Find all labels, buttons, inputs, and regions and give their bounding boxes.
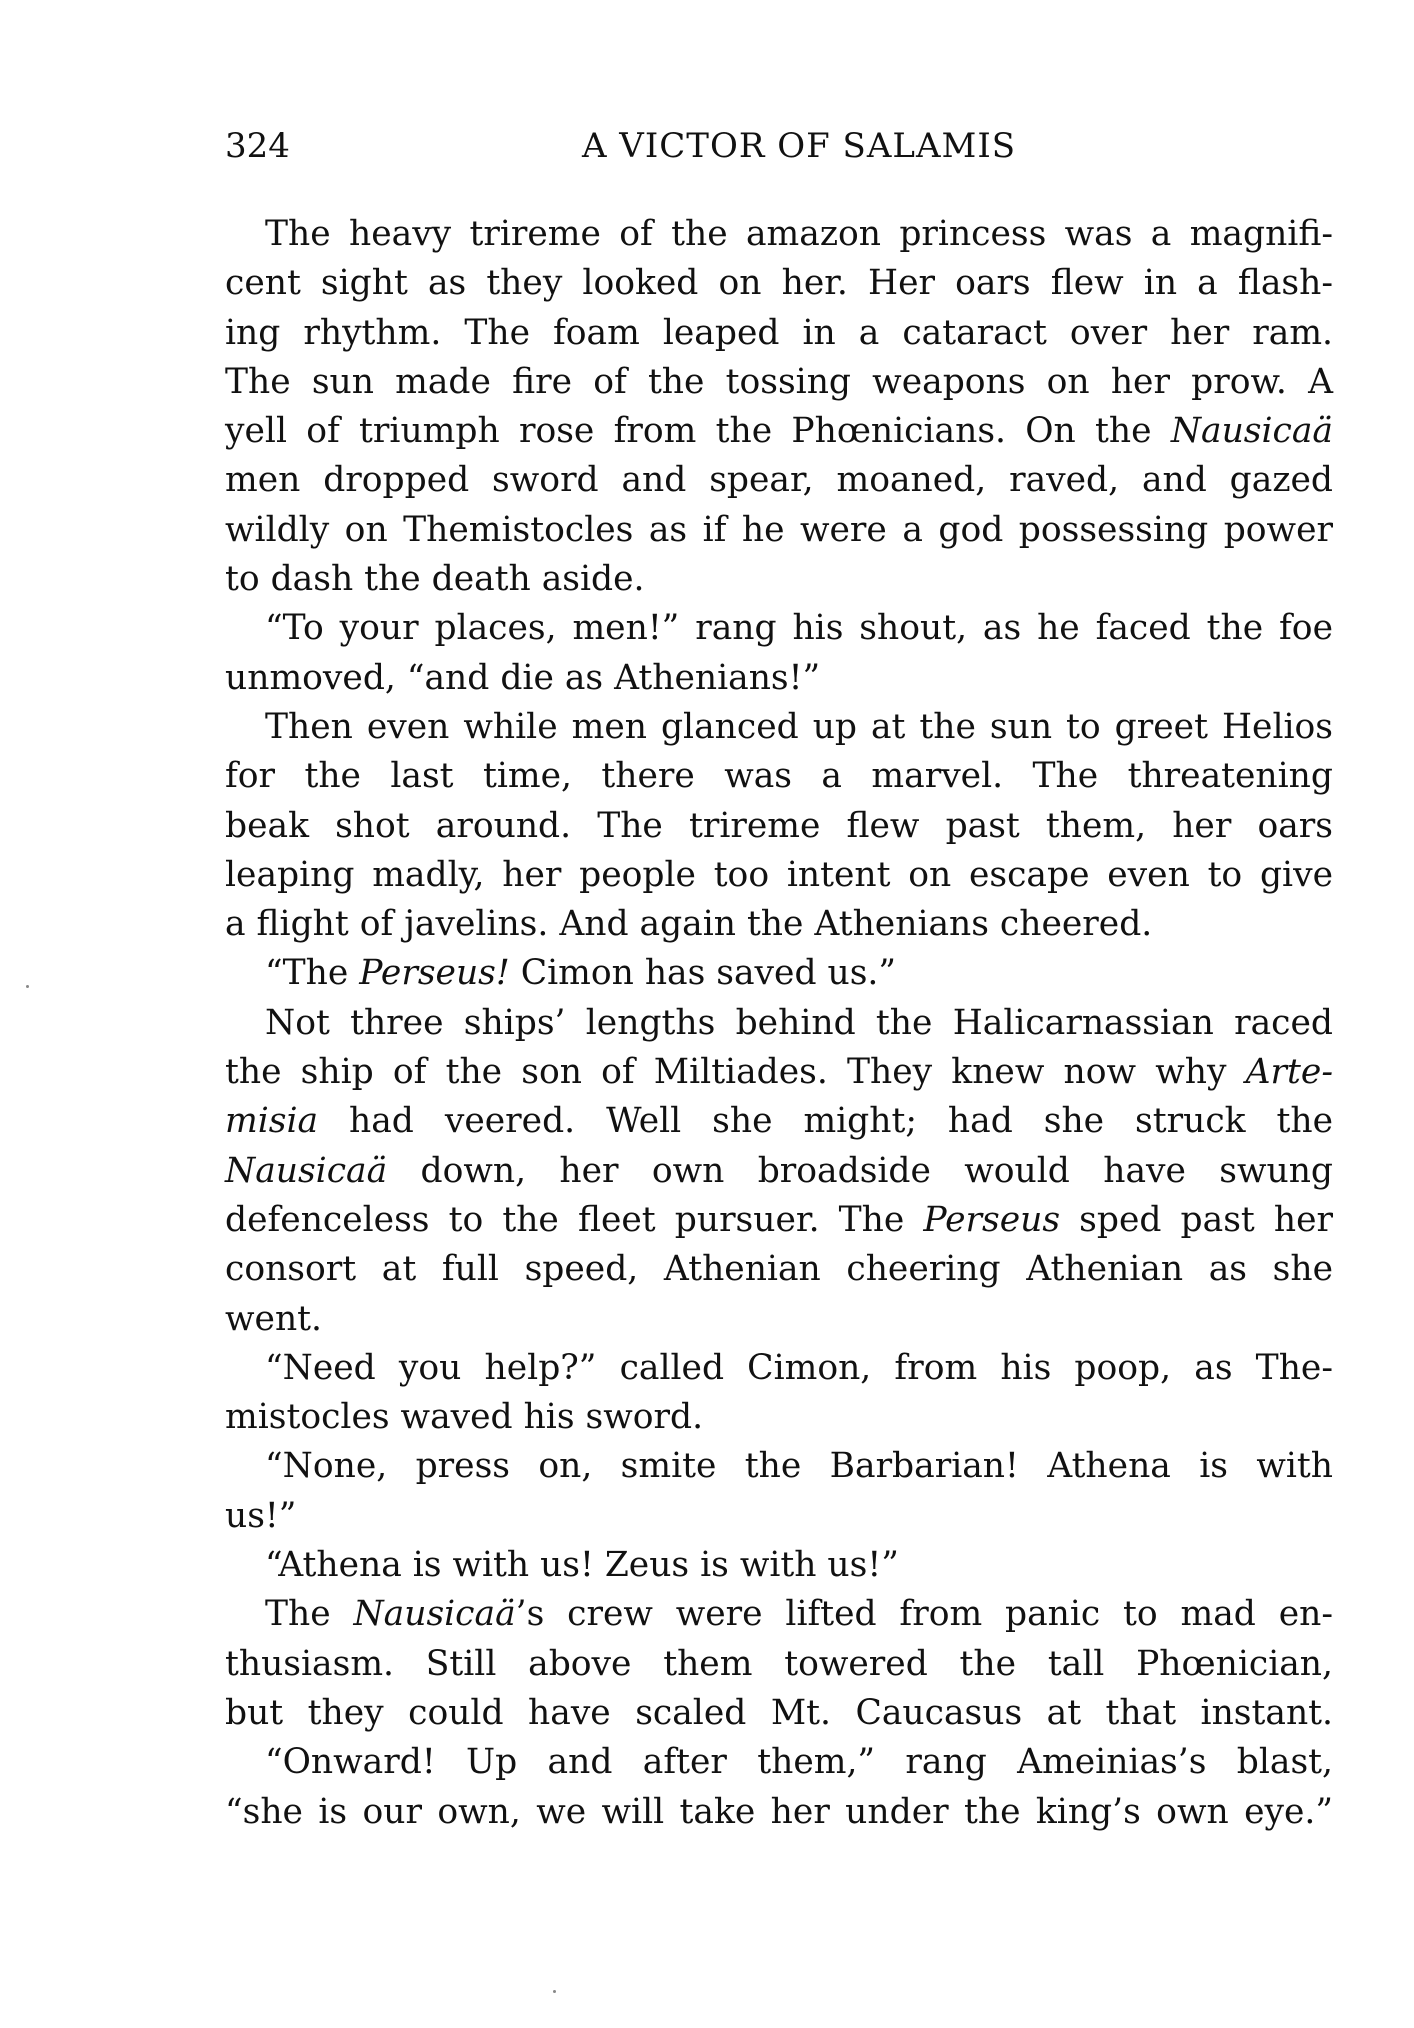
text-run: men dropped sword and spear, moaned, raved, and gazed (225, 460, 1333, 501)
page-number: 324 (225, 126, 290, 166)
text-run: thusiasm. Still above them towered the tall Phœnician, (225, 1643, 1333, 1684)
text-run: “Athena is with us! Zeus is with us!” (265, 1545, 899, 1586)
text-run: went. (225, 1298, 322, 1339)
text-line (225, 358, 1333, 407)
text-run: The sun made fire of the tossing weapons on her prow. A (225, 361, 1333, 402)
running-title: A VICTOR OF SALAMIS (581, 126, 1017, 166)
text-line (225, 1541, 1333, 1590)
text-line (225, 999, 1333, 1048)
text-line (225, 1344, 1333, 1393)
text-line (225, 309, 1333, 358)
text-line (225, 210, 1333, 259)
text-run: cent sight as they looked on her. Her oars flew in a flash- (225, 263, 1333, 304)
text-line (225, 506, 1333, 555)
text-line (225, 752, 1333, 801)
text-line (225, 1393, 1333, 1442)
text-run: unmoved, “and die as Athenians!” (225, 657, 821, 698)
page-header (225, 118, 1333, 174)
text-run: “To your places, men!” rang his shout, as he faced the foe (265, 608, 1333, 649)
text-line (225, 604, 1333, 653)
text-run: “Onward! Up and after them,” rang Ameinias’s blast, (265, 1742, 1333, 1783)
text-run: sped past her (1060, 1199, 1333, 1240)
body-text (225, 210, 1333, 1837)
text-run: for the last time, there was a marvel. The threatening (225, 756, 1333, 797)
text-line (225, 1097, 1333, 1146)
text-run: beak shot around. The trireme flew past them, her oars (225, 805, 1333, 846)
text-run: “None, press on, smite the Barbarian! Athena is with (265, 1446, 1333, 1487)
text-run: the ship of the son of Miltiades. They knew now why (225, 1052, 1246, 1093)
scan-speck (26, 985, 29, 988)
text-line (225, 1689, 1333, 1738)
text-run: Then even while men glanced up at the sun to greet Helios (265, 706, 1333, 747)
text-line (225, 1295, 1333, 1344)
text-line (225, 1048, 1333, 1097)
italic-text: misia (225, 1101, 319, 1142)
text-run: Cimon has saved us.” (509, 953, 897, 994)
text-run: “The (265, 953, 360, 994)
scan-speck (553, 1990, 556, 1993)
text-line (225, 1442, 1333, 1491)
text-line (225, 703, 1333, 752)
text-run: but they could have scaled Mt. Caucasus at that instant. (225, 1692, 1333, 1733)
text-run: to dash the death aside. (225, 559, 645, 600)
text-line (225, 949, 1333, 998)
text-line (225, 1147, 1333, 1196)
text-run: yell of triumph rose from the Phœnicians. On the (225, 411, 1171, 452)
text-line (225, 1590, 1333, 1639)
text-run: ing rhythm. The foam leaped in a cataract over her ram. (225, 312, 1333, 353)
text-line (225, 1788, 1333, 1837)
text-line (225, 900, 1333, 949)
text-run: The heavy trireme of the amazon princess was a magnifi- (265, 214, 1333, 254)
italic-text: Nausicaä (1170, 411, 1333, 452)
text-run: defenceless to the fleet pursuer. The (225, 1199, 924, 1240)
text-line (225, 1640, 1333, 1689)
text-run: ’s crew were lifted from panic to mad en- (515, 1594, 1333, 1635)
text-line (225, 1245, 1333, 1294)
text-run: us!” (225, 1495, 297, 1536)
text-line (225, 851, 1333, 900)
text-line (225, 802, 1333, 851)
text-run: mistocles waved his sword. (225, 1397, 704, 1438)
italic-text: Perseus (923, 1199, 1061, 1240)
text-run: a flight of javelins. And again the Athenians cheered. (225, 904, 1153, 945)
text-run: leaping madly, her people too intent on escape even to give (225, 854, 1333, 895)
italic-text: Nausicaä (353, 1594, 516, 1635)
text-line (225, 407, 1333, 456)
italic-text: Arte- (1245, 1052, 1333, 1093)
text-line (225, 654, 1333, 703)
text-run: “she is our own, we will take her under the king’s own eye.” (225, 1791, 1333, 1832)
text-run: Not three ships’ lengths behind the Halicarnassian raced (265, 1002, 1333, 1043)
text-run: down, her own broadside would have swung (387, 1150, 1333, 1191)
italic-text: Perseus! (359, 953, 510, 994)
text-run: “Need you help?” called Cimon, from his poop, as The- (265, 1347, 1333, 1388)
text-run: had veered. Well she might; had she struck the (318, 1101, 1333, 1142)
text-run: The (265, 1594, 354, 1635)
text-line (225, 555, 1333, 604)
text-line (225, 1196, 1333, 1245)
text-run: wildly on Themistocles as if he were a god possessing power (225, 509, 1333, 550)
italic-text: Nausicaä (225, 1150, 388, 1191)
text-run: consort at full speed, Athenian cheering Athenian as she (225, 1249, 1333, 1290)
text-line (225, 1738, 1333, 1787)
text-line (225, 456, 1333, 505)
text-line (225, 259, 1333, 308)
text-line (225, 1492, 1333, 1541)
